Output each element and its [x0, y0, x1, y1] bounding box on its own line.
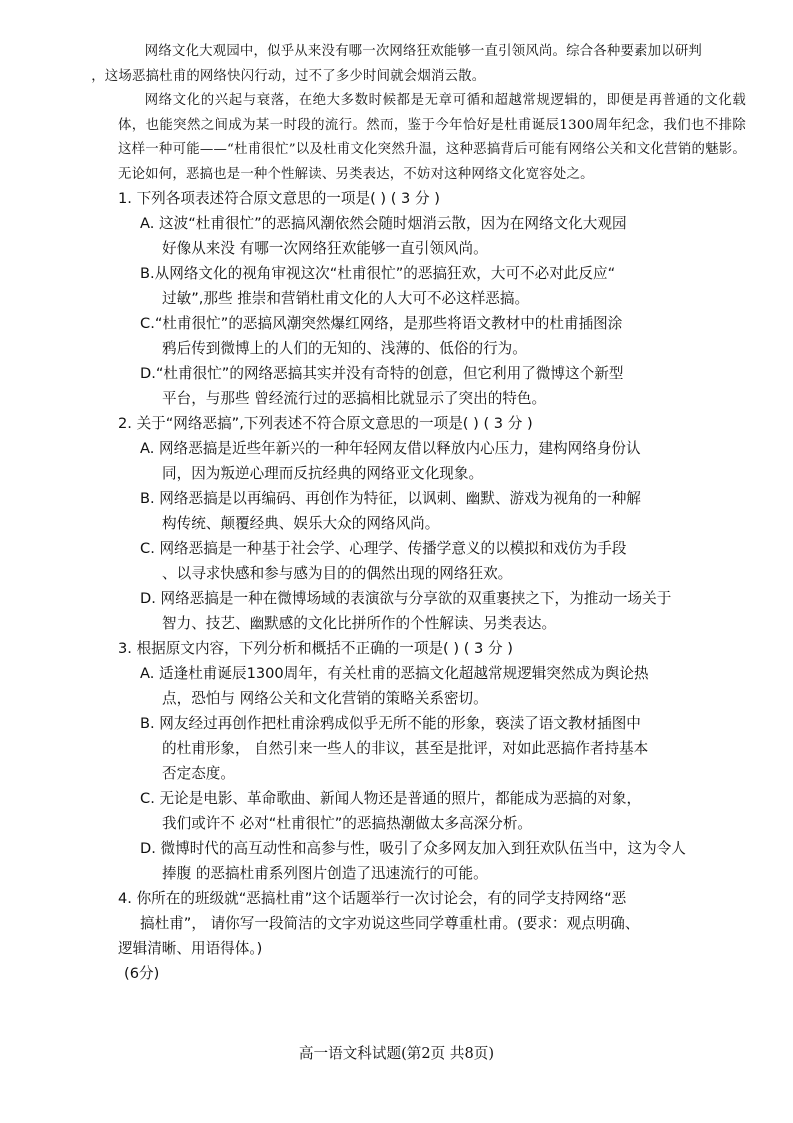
option-d-line1: D. 网络恶搞是一种在微博场域的表演欲与分享欲的双重裹挟之下，为推动一场关于: [140, 590, 672, 607]
question-1: [118, 186, 738, 411]
page-footer: 高一语文科试题(第2页 共8页): [298, 1045, 495, 1062]
option-a-line2: 好像从来没 有哪一次网络狂欢能够一直引领风尚。: [162, 240, 488, 257]
question-3: [118, 636, 738, 886]
passage-p1-line1: 网络文化大观园中，似乎从来没有哪一次网络狂欢能够一直引领风尚。综合各种要素加以研判: [144, 44, 703, 59]
option-b-line2: 构传统、颠覆经典、娱乐大众的网络风尚。: [162, 515, 440, 532]
passage-paragraph-1: [91, 40, 746, 89]
option-d-line2: 平台，与那些 曾经流行过的恶搞相比就显示了突出的特色。: [162, 390, 547, 407]
questions-section: [118, 186, 738, 986]
option-d-line2: 智力、技艺、幽默感的文化比拼所作的个性解读、另类表达。: [162, 615, 557, 632]
option-a-line2: 同，因为叛逆心理而反抗经典的网络亚文化现象。: [162, 465, 484, 482]
question-2-stem: 2. 关于“网络恶搞”,下列表述不符合原文意思的一项是( ) ( 3 分 ): [118, 415, 533, 432]
question-4-line3: 逻辑清晰、用语得体。): [118, 940, 263, 957]
reading-passage: [91, 40, 746, 187]
question-3-option-a: [118, 661, 738, 711]
option-b-line1: B. 网络恶搞是以再编码、再创作为特征，以讽刺、幽默、游戏为视角的一种解: [140, 490, 641, 507]
option-c-line1: C.“杜甫很忙”的恶搞风潮突然爆红网络，是那些将语文教材中的杜甫插图涂: [140, 315, 623, 332]
option-c-line2: 鸦后传到微博上的人们的无知的、浅薄的、低俗的行为。: [162, 340, 527, 357]
question-3-option-d: [118, 836, 738, 886]
question-4: [118, 886, 738, 986]
question-3-option-c: [118, 786, 738, 836]
option-c-line1: C. 无论是电影、革命歌曲、新闻人物还是普通的照片，都能成为恶搞的对象，: [140, 790, 642, 807]
option-b-line2: 的杜甫形象， 自然引来一些人的非议，甚至是批评，对如此恶搞作者持基本: [162, 740, 649, 757]
question-3-option-b: [118, 711, 738, 786]
option-d-line2: 捧腹 的恶搞杜甫系列图片创造了迅速流行的可能。: [162, 865, 488, 882]
question-4-score: (6分): [124, 965, 160, 982]
option-b-line3: 否定态度。: [162, 765, 235, 782]
option-a-line1: A. 适逢杜甫诞辰1300周年，有关杜甫的恶搞文化超越常规逻辑突然成为舆论热: [140, 665, 649, 682]
passage-paragraph-2: 网络文化的兴起与衰落，在绝大多数时候都是无章可循和超越常规逻辑的，即便是再普通的文化载体，也能突然之间成为某一时段的流行。然而，鉴于今年恰好是杜甫诞辰1300周年纪念，我们也不排除这样一种可能——“杜甫很忙”以及杜甫文化突然升温，这种恶搞背后可能有网络公关和文化营销的魅影。无论如何，恶搞也是一种个性解读、另类表达，不妨对这种网络文化宽容处之。: [118, 93, 746, 182]
option-d-line1: D.“杜甫很忙”的网络恶搞其实并没有奇特的创意，但它利用了微博这个新型: [140, 365, 624, 382]
option-c-line1: C. 网络恶搞是一种基于社会学、心理学、传播学意义的以模拟和戏仿为手段: [140, 540, 627, 557]
option-d-line1: D. 微博时代的高互动性和高参与性，吸引了众多网友加入到狂欢队伍当中，这为令人: [140, 840, 686, 857]
question-1-option-c: [118, 311, 738, 361]
question-4-stem: [118, 886, 738, 986]
option-a-line1: A. 这波“杜甫很忙”的恶搞风潮依然会随时烟消云散，因为在网络文化大观园: [140, 215, 627, 232]
option-b-line2: 过敏”,那些 推崇和营销杜甫文化的人大可不必这样恶搞。: [162, 290, 530, 307]
passage-p1-line2: ，这场恶搞杜甫的网络快闪行动，过不了多少时间就会烟消云散。: [91, 68, 486, 84]
question-1-stem: 1. 下列各项表述符合原文意思的一项是( ) ( 3 分 ): [118, 190, 440, 207]
question-1-option-b: [118, 261, 738, 311]
question-1-option-d: [118, 361, 738, 411]
question-2-option-c: [118, 536, 738, 586]
question-2-option-d: [118, 586, 738, 636]
option-a-line2: 点，恐怕与 网络公关和文化营销的策略关系密切。: [162, 690, 488, 707]
question-3-stem: 3. 根据原文内容，下列分析和概括不正确的一项是( ) ( 3 分 ): [118, 640, 513, 657]
question-1-option-a: [118, 211, 738, 261]
question-4-line1: 4. 你所在的班级就“恶搞杜甫”这个话题举行一次讨论会，有的同学支持网络“恶: [118, 890, 627, 907]
question-2: [118, 411, 738, 636]
option-c-line2: 、以寻求快感和参与感为目的的偶然出现的网络狂欢。: [162, 565, 513, 582]
option-b-line1: B.从网络文化的视角审视这次“杜甫很忙”的恶搞狂欢，大可不必对此反应“: [140, 265, 616, 282]
question-2-option-b: [118, 486, 738, 536]
question-4-line2: 搞杜甫”， 请你写一段简洁的文字劝说这些同学尊重杜甫。(要求：观点明确、: [140, 915, 640, 932]
option-c-line2: 我们或许不 必对“杜甫很忙”的恶搞热潮做太多高深分析。: [162, 815, 533, 832]
option-a-line1: A. 网络恶搞是近些年新兴的一种年轻网友借以释放内心压力，建构网络身份认: [140, 440, 641, 457]
option-b-line1: B. 网友经过再创作把杜甫涂鸦成似乎无所不能的形象，亵渎了语文教材插图中: [140, 715, 641, 732]
question-2-option-a: [118, 436, 738, 486]
